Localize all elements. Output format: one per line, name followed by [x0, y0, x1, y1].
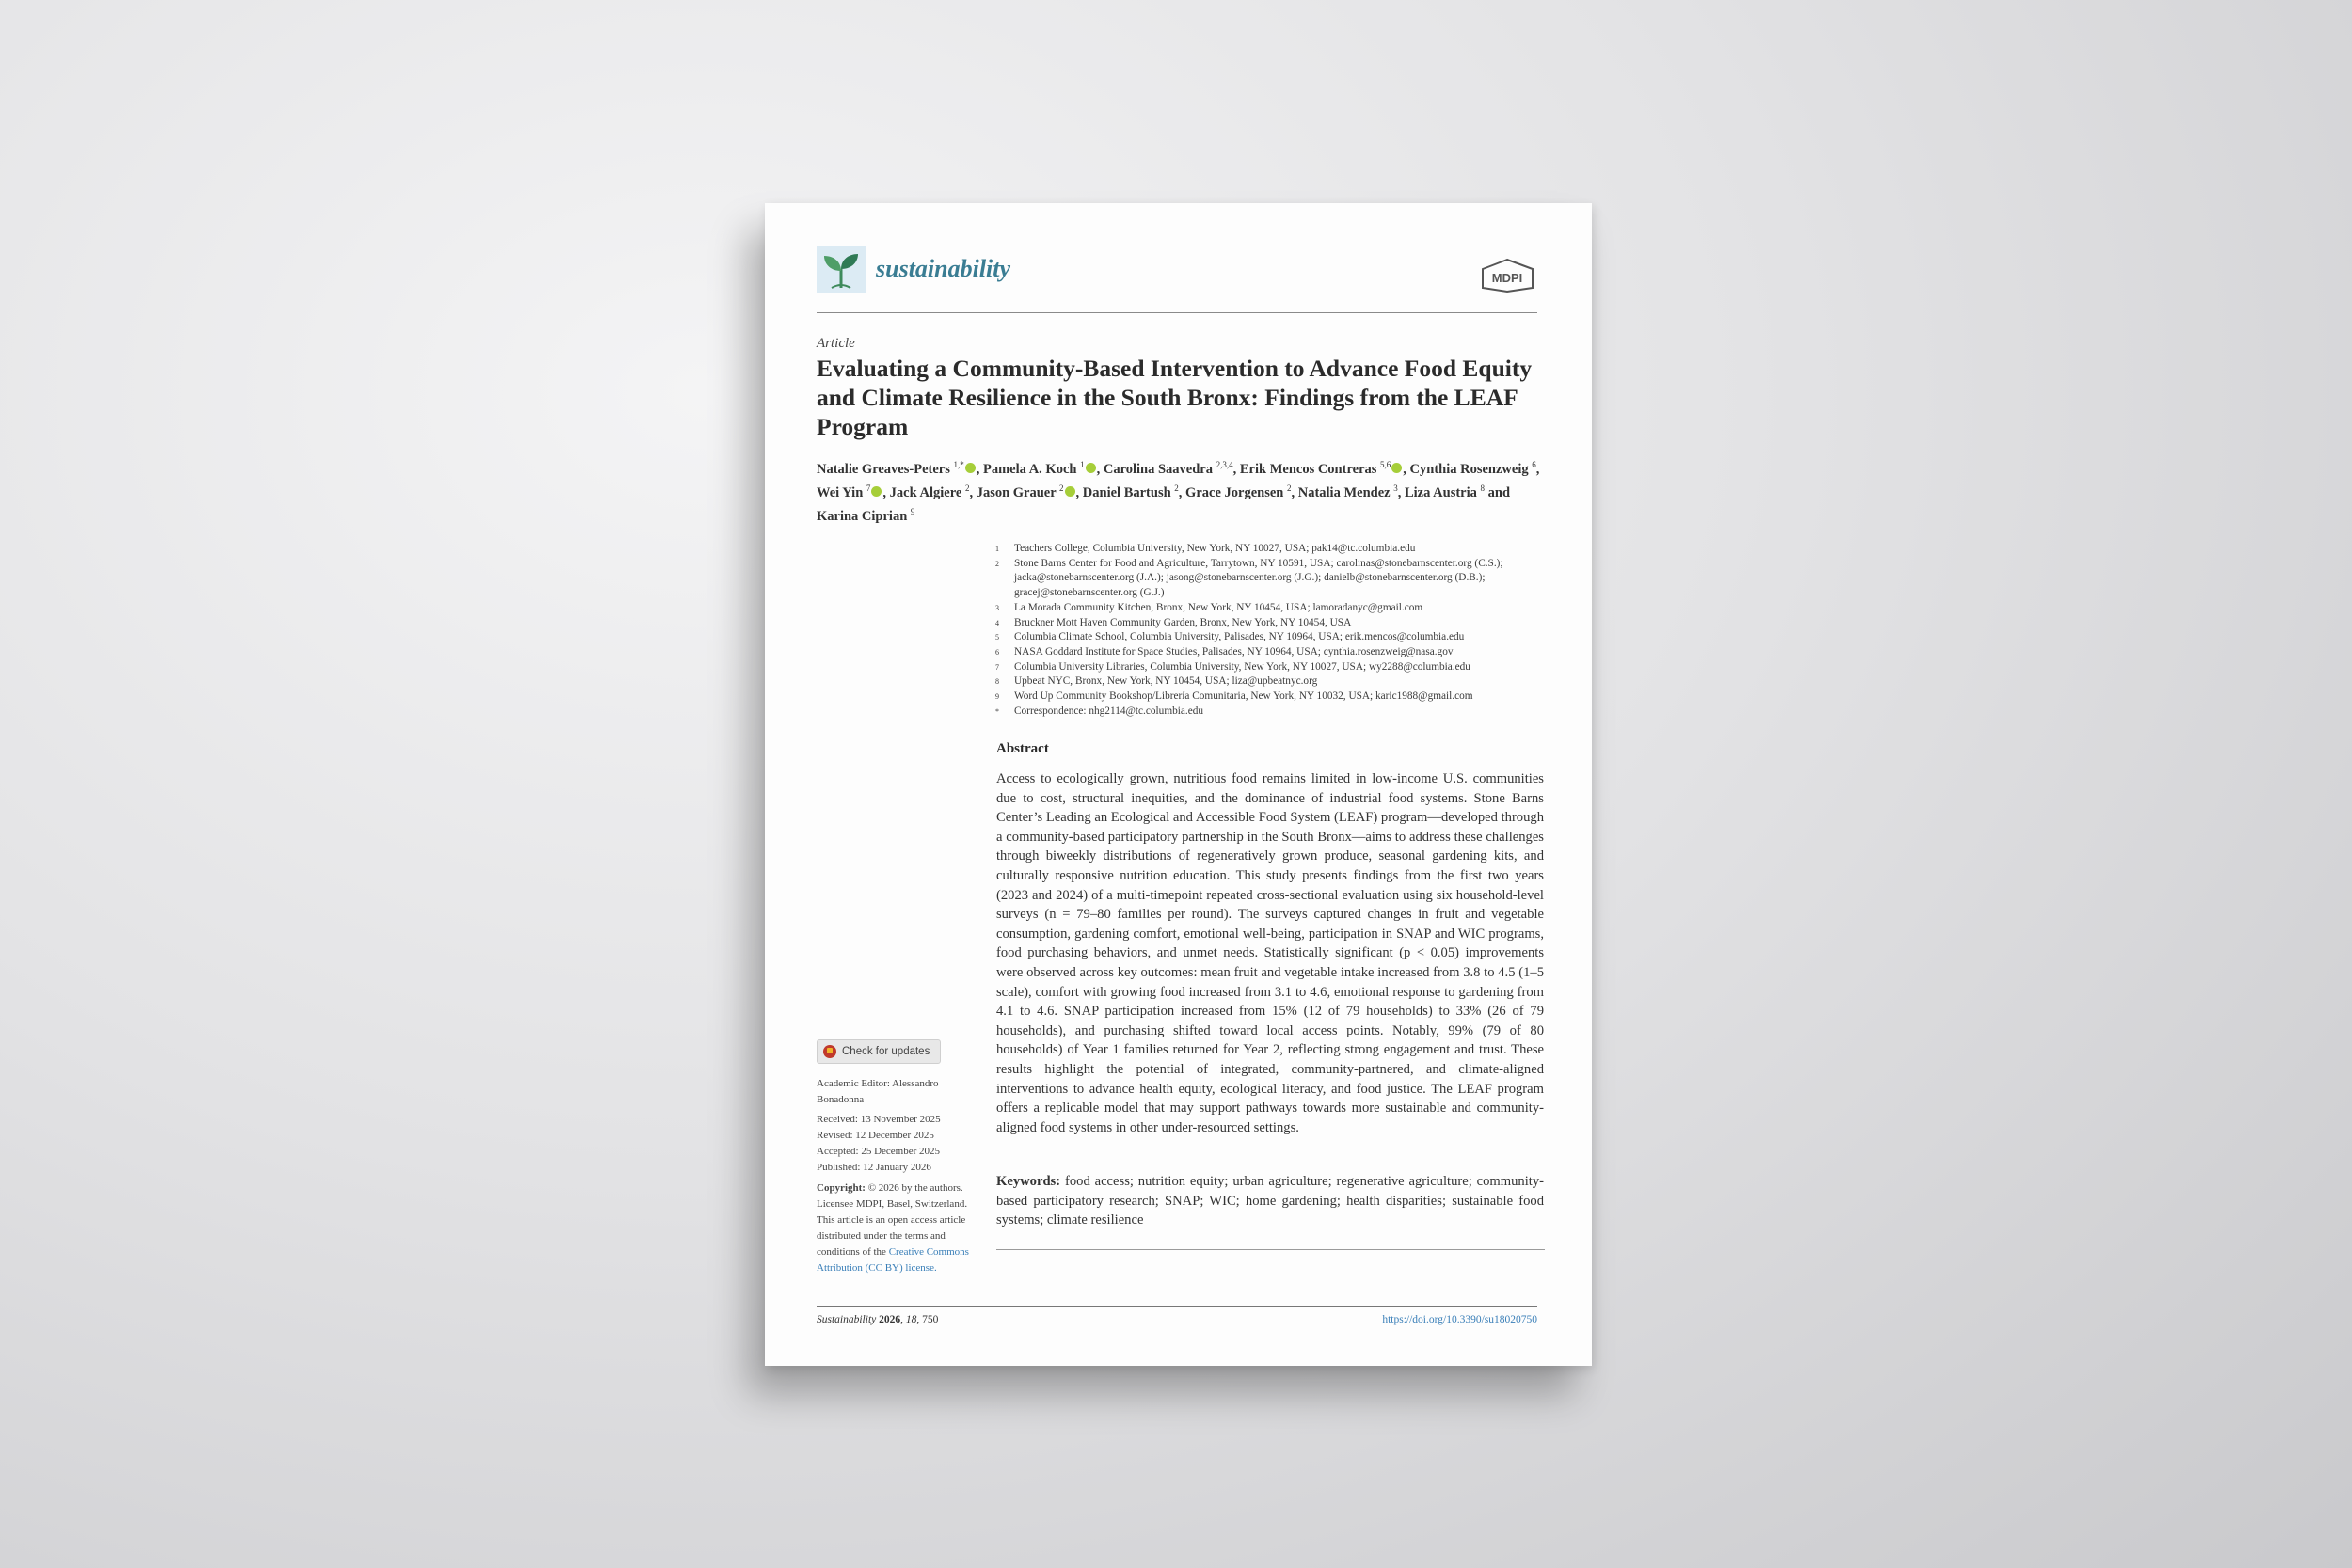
author-list: Natalie Greaves-Peters $^{1,*}$ , Pamela A. Koch $^1$ , Carolina Saavedra $^{2,3,4}$, Erik Mencos Contreras $^{5,6}$ , Cynthia Rosenzweig $^6$, Wei Yin $^7$ , Jack Algiere $^2$, Jason Grauer $^2$ , Daniel Bartush $^2$, Grace Jorgensen $^2$, Natalia Mendez $^3$, Liza Austria $^8$ and Karina Ciprian $^9$ — [817, 460, 1540, 524]
academic-editor: Academic Editor: Alessandro Bonadonna — [817, 1078, 939, 1105]
affiliation-item — [995, 542, 1550, 557]
affiliation-text: Columbia University Libraries, Columbia University, New York, NY 10027, USA; wy2288@columbia.edu — [1014, 660, 1470, 673]
keywords-divider — [996, 1249, 1545, 1250]
author-name: Jason Grauer — [976, 484, 1057, 500]
affiliation-text: Columbia Climate School, Columbia University, Palisades, NY 10964, USA; erik.mencos@columbia.edu — [1014, 631, 1465, 643]
received-date: Received: 13 November 2025 — [817, 1114, 941, 1125]
affiliation-item — [995, 557, 1550, 601]
mdpi-logo-icon — [1479, 258, 1536, 293]
keywords-text: food access; nutrition equity; urban agriculture; regenerative agriculture; community-based participatory research; SNAP; WIC; home gardening; health disparities; sustainable food systems; climate resilience — [996, 1174, 1544, 1228]
affiliation-item — [995, 674, 1550, 689]
affiliation-number: 1 — [995, 545, 999, 553]
orcid-icon[interactable] — [1391, 463, 1402, 473]
author-affiliation-marker: 7 — [866, 483, 871, 493]
publisher-logo-text: MDPI — [1491, 271, 1523, 285]
author-affiliation-marker: 1 — [1080, 460, 1085, 469]
keywords — [996, 1172, 1544, 1230]
affiliation-item — [995, 660, 1550, 675]
citation-page: 750 — [922, 1314, 939, 1325]
doi-link[interactable]: https://doi.org/10.3390/su18020750 — [1382, 1314, 1537, 1325]
journal-name: sustainability — [876, 255, 1011, 282]
author-name: Natalia Mendez — [1297, 484, 1391, 500]
citation-volume: 18 — [905, 1314, 917, 1325]
footer-divider — [817, 1306, 1537, 1307]
author-affiliation-marker: 2 — [1059, 483, 1064, 493]
author-name: Grace Jorgensen — [1185, 484, 1284, 500]
affiliation-number: 6 — [995, 647, 999, 657]
keywords-label: Keywords: — [996, 1174, 1061, 1189]
journal-leaf-logo-icon — [817, 246, 866, 293]
accepted-date: Accepted: 25 December 2025 — [817, 1146, 941, 1157]
affiliation-number: 4 — [995, 618, 999, 627]
abstract-text: Access to ecologically grown, nutritious food remains limited in low-income U.S. communities due to cost, structural inequities, and the dominance of industrial food systems. Stone Barns Center’s Leading an Ecological and Accessible Food System (LEAF) program—developed through a community-based participatory partnership in the South Bronx—aims to address these challenges through biweekly distributions of regeneratively grown produce, seasonal gardening kits, and culturally responsive nutrition education. This study presents findings from the first two years (2023 and 2024) of a multi-timepoint repeated cross-sectional evaluation using six household-level surveys (n = 79–80 families per round). The surveys captured changes in fruit and vegetable consumption, gardening comfort, emotional well-being, participation in SNAP and WIC programs, food purchasing behaviors, and unmet needs. Statistically significant (p < 0.05) improvements were observed across key outcomes: mean fruit and vegetable intake increased from 3.8 to 4.5 (1–5 scale), comfort with growing food increased from 3.1 to 4.6, emotional response to gardening from 4.1 to 4.6. SNAP participation increased from 15% (12 of 79 households) to 33% (26 of 79 households), and purchasing shifted toward local access points. Notably, 99% (79 of 80 households) of Year 1 families returned for Year 2, reflecting strong engagement and trust. These results highlight the potential of integrated, community-partnered, and climate-aligned interventions to advance health equity, ecological literacy, and food justice. The LEAF program offers a replicable model that may support pathways towards more sustainable and community-aligned food systems in other under-resourced settings. — [996, 771, 1544, 1135]
copyright-label: Copyright: — [817, 1182, 866, 1194]
affiliation-item — [995, 645, 1550, 660]
affiliation-text: Teachers College, Columbia University, New York, NY 10027, USA; pak14@tc.columbia.edu — [1014, 543, 1416, 554]
author-affiliation-marker: 8 — [1480, 483, 1486, 493]
affiliation-text: Stone Barns Center for Food and Agriculture, Tarrytown, NY 10591, USA; carolinas@stonebarnscenter.org (C.S.); jacka@stonebarnscenter.org (J.A.); jasong@stonebarnscenter.org (J.G.); danielb@stonebarnscenter.org (D.B.); gracej@stonebarnscenter.org (G.J.) — [1014, 557, 1503, 599]
paper-page — [765, 203, 1592, 1366]
affiliation-item — [995, 616, 1550, 631]
article-type: Article — [817, 336, 855, 351]
author-name: Carolina Saavedra — [1103, 461, 1213, 477]
affiliation-item — [995, 601, 1550, 616]
footer-citation: Sustainability 2026, 18, 750 — [817, 1314, 939, 1325]
affiliation-text: Correspondence: nhg2114@tc.columbia.edu — [1014, 705, 1204, 717]
affiliation-number: 9 — [995, 692, 999, 702]
author-name: Daniel Bartush — [1082, 484, 1171, 500]
affiliation-text: NASA Goddard Institute for Space Studies, Palisades, NY 10964, USA; cynthia.rosenzweig@nasa.gov — [1014, 645, 1454, 657]
author-name: Pamela A. Koch — [982, 461, 1077, 477]
author-affiliation-marker: 2 — [964, 483, 970, 493]
check-for-updates-button[interactable] — [817, 1039, 941, 1064]
citation-year: 2026 — [879, 1314, 901, 1325]
orcid-icon[interactable] — [1065, 486, 1075, 497]
author-affiliation-marker: 2 — [1286, 483, 1292, 493]
affiliation-number: 3 — [995, 603, 999, 612]
header-divider — [817, 312, 1537, 313]
paper-title: Evaluating a Community-Based Intervention to Advance Food Equity and Climate Resilience in the South Bronx: Findings from the LEAF Program — [817, 355, 1533, 440]
author-name: Wei Yin — [817, 484, 864, 500]
affiliation-number: 7 — [995, 662, 999, 672]
author-name: Karina Ciprian — [817, 508, 908, 524]
copyright-notice — [817, 1180, 977, 1276]
license-link[interactable]: Creative Commons Attribution (CC BY) license. — [817, 1246, 969, 1274]
copyright-text: © 2026 by the authors. Licensee MDPI, Basel, Switzerland. This article is an open access article distributed under the terms and conditions of the — [817, 1182, 968, 1258]
orcid-icon[interactable] — [965, 463, 976, 473]
check-updates-icon — [823, 1045, 836, 1058]
author-affiliation-marker: 6 — [1532, 460, 1536, 469]
affiliation-number: 5 — [995, 633, 999, 642]
citation-journal: Sustainability — [817, 1314, 877, 1325]
affiliation-text: Word Up Community Bookshop/Librería Comunitaria, New York, NY 10032, USA; karic1988@gmail.com — [1014, 690, 1473, 703]
affiliation-list — [995, 542, 1550, 719]
author-name: Cynthia Rosenzweig — [1409, 461, 1529, 477]
affiliation-number: 2 — [995, 559, 999, 568]
affiliation-item — [995, 705, 1550, 720]
author-name: Jack Algiere — [889, 484, 962, 500]
affiliation-item — [995, 689, 1550, 705]
affiliation-item — [995, 630, 1550, 645]
revised-date: Revised: 12 December 2025 — [817, 1130, 934, 1141]
author-affiliation-marker: 2 — [1174, 483, 1179, 493]
author-affiliation-marker: 2,3,4 — [1216, 460, 1233, 469]
affiliation-text: Upbeat NYC, Bronx, New York, NY 10454, USA; liza@upbeatnyc.org — [1014, 675, 1318, 688]
affiliation-number: * — [995, 706, 999, 716]
check-updates-label: Check for updates — [842, 1046, 930, 1057]
author-name: Erik Mencos Contreras — [1239, 461, 1377, 477]
author-affiliation-marker: 5,6 — [1380, 460, 1391, 469]
abstract-heading: Abstract — [996, 741, 1049, 756]
author-affiliation-marker: 9 — [910, 506, 915, 516]
affiliation-text: Bruckner Mott Haven Community Garden, Bronx, New York, NY 10454, USA — [1014, 616, 1352, 628]
orcid-icon[interactable] — [871, 486, 882, 497]
affiliation-number: 8 — [995, 677, 999, 687]
published-date: Published: 12 January 2026 — [817, 1162, 931, 1173]
author-affiliation-marker: 1,* — [953, 460, 964, 469]
affiliation-text: La Morada Community Kitchen, Bronx, New York, NY 10454, USA; lamoradanyc@gmail.com — [1014, 601, 1423, 613]
author-affiliation-marker: 3 — [1393, 483, 1398, 493]
author-name: Liza Austria — [1404, 484, 1477, 500]
author-name: Natalie Greaves-Peters — [817, 461, 950, 477]
orcid-icon[interactable] — [1086, 463, 1096, 473]
